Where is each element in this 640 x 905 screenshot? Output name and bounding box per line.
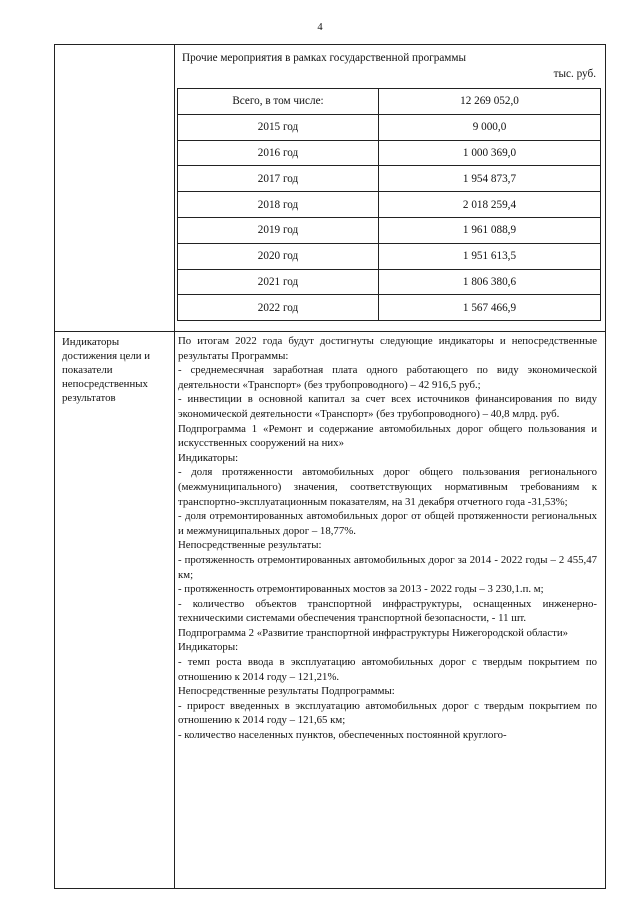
table-row xyxy=(178,217,601,243)
paragraph: Подпрограмма 2 «Развитие транспортной инфраструктуры Нижегородской области» xyxy=(178,626,569,639)
year-cell: 2017 год xyxy=(178,166,379,192)
amount-cell: 9 000,0 xyxy=(379,114,601,140)
amount-cell: 2 018 259,4 xyxy=(379,192,601,218)
year-cell: 2018 год xyxy=(178,192,379,218)
amount-cell: 1 951 613,5 xyxy=(379,243,601,269)
paragraph: По итогам 2022 года будут достигнуты следующие индикаторы и непосредственные результаты Программы: xyxy=(178,335,597,362)
paragraph: - прирост введенных в эксплуатацию автомобильных дорог с твердым покрытием по отношению к 2014 году – 121,65 км; xyxy=(178,699,597,727)
paragraph: - доля протяженности автомобильных дорог общего пользования регионального (межмуниципального) значения, соответствующих нормативным требованиям к транспортно-эксплуатационным показателям, на 31 декабря отчетного года -31,53%; xyxy=(178,466,597,508)
amount-cell: 1 961 088,9 xyxy=(379,217,601,243)
finance-unit: тыс. руб. xyxy=(553,68,596,80)
paragraph: Индикаторы: xyxy=(178,641,239,654)
table-row xyxy=(178,192,601,218)
column-divider xyxy=(174,44,175,889)
year-cell: 2020 год xyxy=(178,243,379,269)
paragraph: - доля отремонтированных автомобильных дорог от общей протяженности региональных и межмуниципальных дорог – 18,77%. xyxy=(178,510,597,537)
amount-cell: 1 000 369,0 xyxy=(379,140,601,166)
page-number: 4 xyxy=(317,22,323,33)
table-row xyxy=(178,295,601,321)
year-cell: 2022 год xyxy=(178,295,379,321)
paragraph: - количество населенных пунктов, обеспеченных постоянной круглого- xyxy=(178,729,507,742)
paragraph: - темп роста ввода в эксплуатацию автомобильных дорог с твердым покрытием по отношению к 2014 году – 121,21%. xyxy=(178,656,597,683)
amount-cell: 1 567 466,9 xyxy=(379,295,601,321)
table-row xyxy=(178,166,601,192)
year-cell: 2021 год xyxy=(178,269,379,295)
year-cell: 2019 год xyxy=(178,217,379,243)
paragraph: Непосредственные результаты Подпрограммы: xyxy=(178,685,395,698)
paragraph: - протяженность отремонтированных автомобильных дорог за 2014 - 2022 годы – 2 455,47 км; xyxy=(178,553,597,581)
year-cell: 2016 год xyxy=(178,140,379,166)
amount-cell: 12 269 052,0 xyxy=(379,89,601,115)
indicators-body xyxy=(178,334,597,743)
row-divider xyxy=(54,331,606,332)
amount-cell: 1 954 873,7 xyxy=(379,166,601,192)
table-row xyxy=(178,269,601,295)
indicators-label: Индикаторы достижения цели и показатели непосредственных результатов xyxy=(62,336,150,404)
year-cell: 2015 год xyxy=(178,114,379,140)
paragraph: Индикаторы: xyxy=(178,451,239,464)
year-cell: Всего, в том числе: xyxy=(178,89,379,115)
table-row xyxy=(178,114,601,140)
paragraph: Непосредственные результаты: xyxy=(178,539,322,552)
paragraph: - количество объектов транспортной инфраструктуры, оснащенных инженерно-техническими системами обеспечения транспортной безопасности, - 11 шт. xyxy=(178,597,597,625)
table-row xyxy=(178,243,601,269)
paragraph: - протяженность отремонтированных мостов за 2013 - 2022 годы – 3 230,1.п. м; xyxy=(178,583,544,596)
table-row xyxy=(178,89,601,115)
paragraph: - инвестиции в основной капитал за счет всех источников финансирования по виду экономической деятельности «Транспорт» (без трубопроводного) – 40,8 млрд. руб. xyxy=(178,393,597,420)
finance-table xyxy=(177,88,601,321)
table-row xyxy=(178,140,601,166)
paragraph: - среднемесячная заработная плата одного работающего по виду экономической деятельности «Транспорт» (без трубопроводного) – 42 916,5 руб.; xyxy=(178,364,597,391)
paragraph: Подпрограмма 1 «Ремонт и содержание автомобильных дорог общего пользования и искусственных сооружений на них» xyxy=(178,422,597,450)
amount-cell: 1 806 380,6 xyxy=(379,269,601,295)
finance-title: Прочие мероприятия в рамках государственной программы xyxy=(182,52,466,64)
